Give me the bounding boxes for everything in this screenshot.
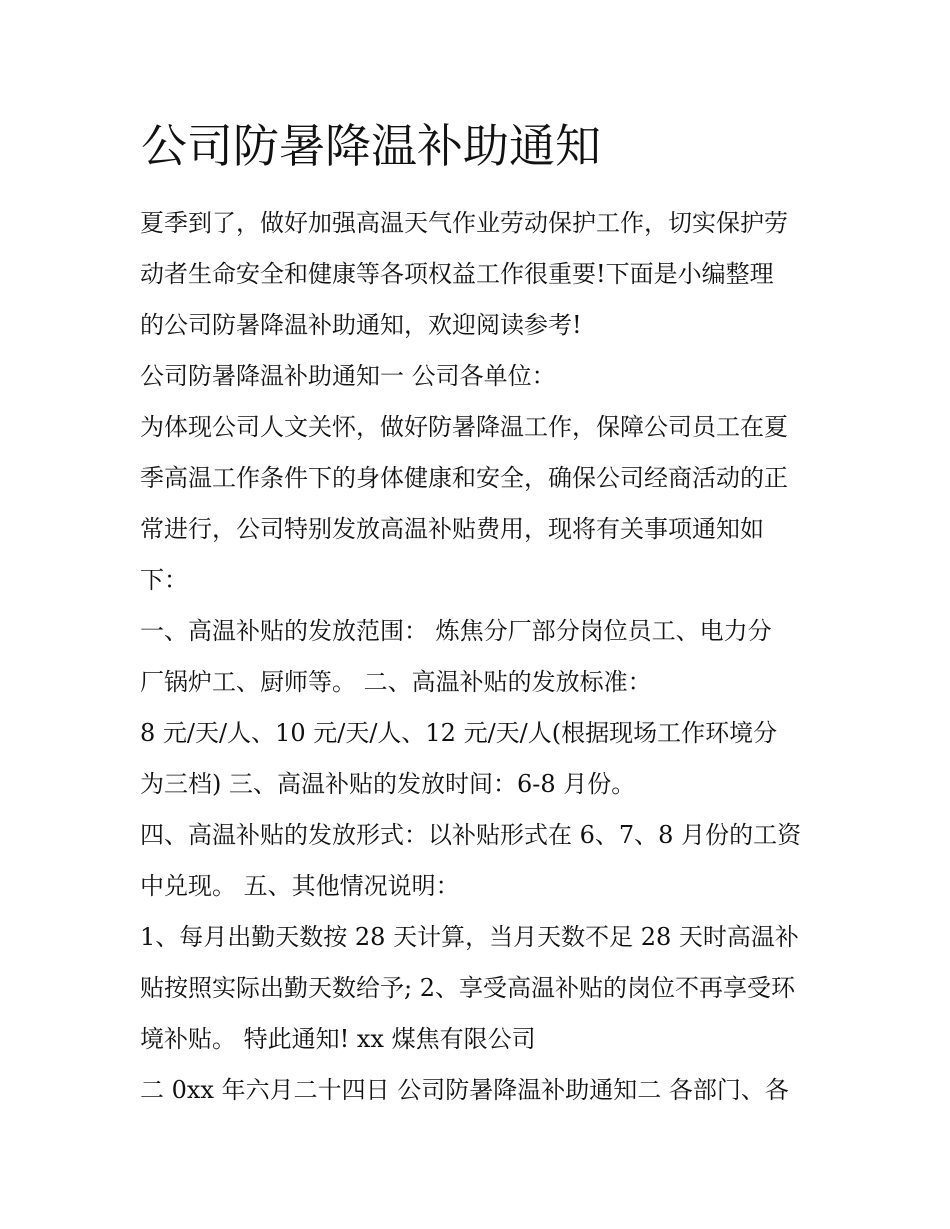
body-line: 四、高温补贴的发放形式：以补贴形式在 6、7、8 月份的工资 <box>140 821 802 849</box>
body-line: 一、高温补贴的发放范围： 炼焦分厂部分岗位员工、电力分 <box>140 617 772 645</box>
body-line: 的公司防暑降温补助通知，欢迎阅读参考! <box>140 311 582 339</box>
document-body <box>140 198 815 1116</box>
body-line: 中兑现。 五、其他情况说明： <box>140 872 460 900</box>
body-line: 常进行，公司特别发放高温补贴费用，现将有关事项通知如 <box>140 515 764 543</box>
body-line: 8 元/天/人、10 元/天/人、12 元/天/人(根据现场工作环境分 <box>140 719 778 747</box>
body-line: 下： <box>140 566 188 594</box>
body-line: 贴按照实际出勤天数给予; 2、享受高温补贴的岗位不再享受环 <box>140 974 795 1002</box>
body-line: 厂锅炉工、厨师等。 二、高温补贴的发放标准： <box>140 668 652 696</box>
body-line: 1、每月出勤天数按 28 天计算，当月天数不足 28 天时高温补 <box>140 923 799 951</box>
body-line: 动者生命安全和健康等各项权益工作很重要!下面是小编整理 <box>140 260 774 288</box>
body-line: 境补贴。 特此通知! xx 煤焦有限公司 <box>140 1025 536 1053</box>
body-line: 季高温工作条件下的身体健康和安全，确保公司经商活动的正 <box>140 464 788 492</box>
body-line: 为三档) 三、高温补贴的发放时间：6-8 月份。 <box>140 770 636 798</box>
body-line: 夏季到了，做好加强高温天气作业劳动保护工作，切实保护劳 <box>140 209 788 237</box>
body-line: 为体现公司人文关怀，做好防暑降温工作，保障公司员工在夏 <box>140 413 788 441</box>
document-title: 公司防暑降温补助通知 <box>141 119 601 173</box>
body-line: 公司防暑降温补助通知一 公司各单位： <box>140 362 556 390</box>
body-line: 二 0xx 年六月二十四日 公司防暑降温补助通知二 各部门、各 <box>140 1076 789 1104</box>
